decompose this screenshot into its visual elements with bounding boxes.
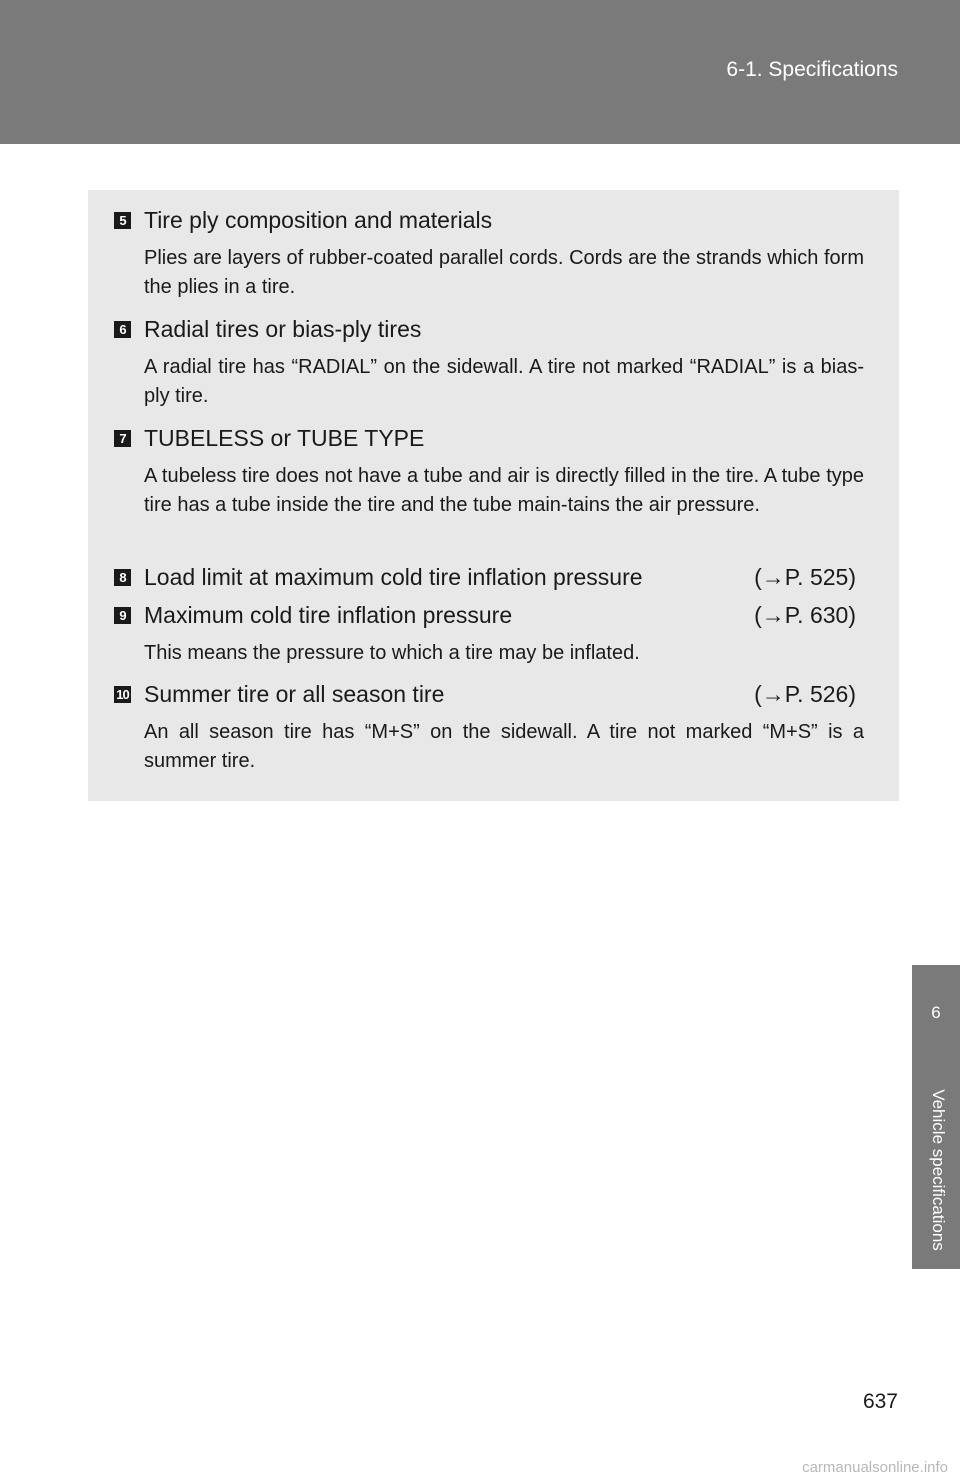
item-description: Plies are layers of rubber-coated parallel cords. Cords are the strands which form the plies in a tire. xyxy=(144,247,864,298)
item-title: Tire ply composition and materials xyxy=(144,207,493,233)
item-description: A radial tire has “RADIAL” on the sidewall. A tire not marked “RADIAL” is a bias-ply tire. xyxy=(144,356,864,407)
item-title: Summer tire or all season tire xyxy=(144,681,445,707)
item-title: Radial tires or bias-ply tires xyxy=(144,316,422,342)
chapter-side-tab xyxy=(912,965,960,1269)
watermark: carmanualsonline.info xyxy=(802,1459,948,1476)
item-marker: 5 xyxy=(114,212,131,229)
item-marker: 10 xyxy=(114,686,131,703)
chapter-number: 6 xyxy=(931,1003,941,1022)
item-title: Load limit at maximum cold tire inflation pressure xyxy=(144,564,643,590)
item-marker: 7 xyxy=(114,430,131,447)
chapter-label: Vehicle specifications xyxy=(929,1089,948,1251)
page-reference: (→P. 630) xyxy=(754,602,856,628)
header-band xyxy=(0,0,960,144)
item-title: Maximum cold tire inflation pressure xyxy=(144,602,513,628)
item-title: TUBELESS or TUBE TYPE xyxy=(144,425,425,451)
item-description: A tubeless tire does not have a tube and air is directly filled in the tire. A tube type tire has a tube inside the tire and the tube main-tains the air pressure. xyxy=(144,465,864,516)
item-marker: 8 xyxy=(114,569,131,586)
item-description: This means the pressure to which a tire may be inflated. xyxy=(144,642,640,664)
page-reference: (→P. 525) xyxy=(754,564,856,590)
page-reference: (→P. 526) xyxy=(754,681,856,707)
item-marker: 9 xyxy=(114,607,131,624)
item-marker: 6 xyxy=(114,321,131,338)
page-number: 637 xyxy=(862,1390,898,1413)
item-description: An all season tire has “M+S” on the sidewall. A tire not marked “M+S” is a summer tire. xyxy=(144,721,864,772)
section-title: 6-1. Specifications xyxy=(726,58,898,81)
content-box xyxy=(88,190,899,801)
